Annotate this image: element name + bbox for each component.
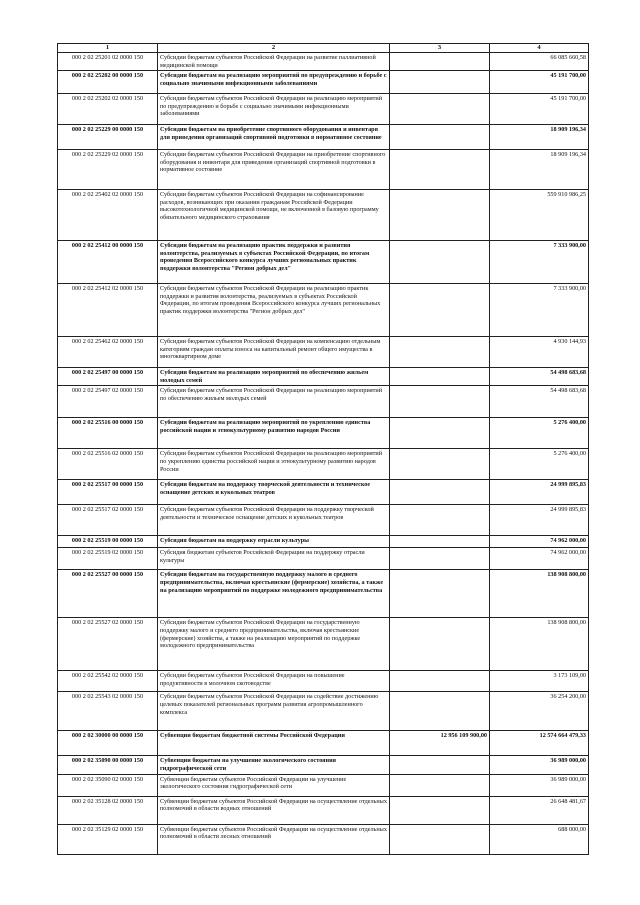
- scan-artifact: [180, 878, 480, 886]
- row-col3: [390, 692, 490, 731]
- row-name: Субсидии бюджетам субъектов Российской Федерации на поддержку творческой деятельности и техническое оснащение детских и кукольных театров: [158, 505, 390, 536]
- table-row: [58, 774, 589, 796]
- row-col4: 5 276 400,00: [490, 449, 589, 480]
- row-name: Субсидии бюджетам субъектов Российской Федерации на реализацию практик поддержки и развития волонтерства, реализуемых в субъектах Российской Федерации, по итогам проведения Всероссийского конкурса лучших региональных практик поддержки волонтерства "Регион добрых дел": [158, 284, 390, 337]
- row-col4: 45 191 700,00: [490, 71, 589, 94]
- row-col4: 36 989 000,00: [490, 774, 589, 796]
- table-row: [58, 692, 589, 731]
- row-name: Субсидия бюджетам на поддержку отрасли культуры: [158, 536, 390, 548]
- row-col3: [390, 480, 490, 505]
- table-row: [58, 386, 589, 418]
- row-col3: [390, 284, 490, 337]
- row-code: 000 2 02 25516 02 0000 150: [58, 449, 158, 480]
- table-row: [58, 480, 589, 505]
- row-col3: [390, 368, 490, 386]
- row-col4: 54 498 683,68: [490, 386, 589, 418]
- row-name: Субсидии бюджетам субъектов Российской Федерации на содействие достижению целевых показателей региональных программ развития агропромышленного комплекса: [158, 692, 390, 731]
- header-col-4: 4: [490, 44, 589, 53]
- row-name: Субвенции бюджетам субъектов Российской Федерации на осуществление отдельных полномочий в области лесных отношений: [158, 824, 390, 854]
- row-code: 000 2 02 35128 02 0000 150: [58, 796, 158, 824]
- row-code: 000 2 02 25202 00 0000 150: [58, 71, 158, 94]
- table-row: [58, 449, 589, 480]
- table-row: [58, 796, 589, 824]
- row-code: 000 2 02 35090 02 0000 150: [58, 774, 158, 796]
- row-col4: 138 908 800,00: [490, 618, 589, 671]
- row-code: 000 2 02 30000 00 0000 150: [58, 731, 158, 756]
- row-name: Субвенции бюджетам бюджетной системы Российской Федерации: [158, 731, 390, 756]
- row-col4: 24 999 895,83: [490, 480, 589, 505]
- row-col4: 45 191 700,00: [490, 94, 589, 125]
- row-col4: 3 173 109,00: [490, 671, 589, 692]
- table-row: [58, 337, 589, 368]
- row-code: 000 2 02 25517 00 0000 150: [58, 480, 158, 505]
- row-col3: [390, 386, 490, 418]
- row-code: 000 2 02 25229 02 0000 150: [58, 150, 158, 190]
- row-code: 000 2 02 25517 02 0000 150: [58, 505, 158, 536]
- table-row: [58, 368, 589, 386]
- row-code: 000 2 02 25497 00 0000 150: [58, 368, 158, 386]
- row-col4: 12 574 664 479,33: [490, 731, 589, 756]
- row-code: 000 2 02 25542 02 0000 150: [58, 671, 158, 692]
- row-col3: [390, 190, 490, 241]
- row-name: Субсидии бюджетам субъектов Российской Федерации на приобретение спортивного оборудования и инвентаря для приведения организаций спортивной подготовки в нормативное состояние: [158, 150, 390, 190]
- row-name: Субсидии бюджетам субъектов Российской Федерации на развитие паллиативной медицинской помощи: [158, 53, 390, 71]
- row-name: Субсидии бюджетам субъектов Российской Федерации на компенсацию отдельным категориям граждан оплаты взноса на капитальный ремонт общего имущества в многоквартирном доме: [158, 337, 390, 368]
- row-code: 000 2 02 25516 00 0000 150: [58, 418, 158, 449]
- row-col3: [390, 505, 490, 536]
- row-col3: [390, 71, 490, 94]
- row-col4: 26 648 481,67: [490, 796, 589, 824]
- table-row: [58, 418, 589, 449]
- table-row: [58, 618, 589, 671]
- row-name: Субсидии бюджетам субъектов Российской Федерации на повышение продуктивности в молочном скотоводстве: [158, 671, 390, 692]
- table-row: [58, 241, 589, 284]
- row-name: Субвенции бюджетам субъектов Российской Федерации на улучшение экологического состояния гидрографической сети: [158, 774, 390, 796]
- row-col4: 66 085 660,58: [490, 53, 589, 71]
- row-col3: [390, 125, 490, 150]
- table-row: [58, 284, 589, 337]
- row-col3: [390, 824, 490, 854]
- row-name: Субсидия бюджетам субъектов Российской Федерации на поддержку отрасли культуры: [158, 548, 390, 570]
- row-code: 000 2 02 25202 02 0000 150: [58, 94, 158, 125]
- row-name: Субсидии бюджетам на реализацию практик поддержки и развития волонтерства, реализуемых в субъектах Российской Федерации, по итогам проведения Всероссийского конкурса лучших региональных практик поддержки волонтерства "Регион добрых дел": [158, 241, 390, 284]
- row-col3: 12 956 109 900,00: [390, 731, 490, 756]
- row-code: 000 2 02 25497 02 0000 150: [58, 386, 158, 418]
- row-col4: 18 909 196,34: [490, 125, 589, 150]
- table-row: [58, 505, 589, 536]
- row-col4: 559 910 986,25: [490, 190, 589, 241]
- header-col-1: 1: [58, 44, 158, 53]
- row-name: Субсидии бюджетам на приобретение спортивного оборудования и инвентаря для приведения организаций спортивной подготовки в нормативное состояние: [158, 125, 390, 150]
- row-col3: [390, 796, 490, 824]
- row-name: Субсидии бюджетам на реализацию мероприятий по укреплению единства российской нации и этнокультурному развитию народов России: [158, 418, 390, 449]
- row-col3: [390, 756, 490, 774]
- row-col3: [390, 418, 490, 449]
- row-col4: 36 254 200,00: [490, 692, 589, 731]
- row-col3: [390, 774, 490, 796]
- row-col4: 138 908 800,00: [490, 570, 589, 618]
- row-col3: [390, 618, 490, 671]
- row-name: Субсидии бюджетам на государственную поддержку малого и среднего предпринимательства, включая крестьянские (фермерские) хозяйства, а также на реализацию мероприятий по поддержке молодежного предпринимательства: [158, 570, 390, 618]
- row-code: 000 2 02 25412 00 0000 150: [58, 241, 158, 284]
- row-name: Субсидии бюджетам субъектов Российской Федерации на реализацию мероприятий по предупреждению и борьбе с социально значимыми инфекционными заболеваниями: [158, 94, 390, 125]
- row-name: Субсидии бюджетам субъектов Российской Федерации на реализацию мероприятий по укреплению единства российской нации и этнокультурному развитию народов России: [158, 449, 390, 480]
- row-col3: [390, 337, 490, 368]
- row-code: 000 2 02 25543 02 0000 150: [58, 692, 158, 731]
- row-code: 000 2 02 25527 00 0000 150: [58, 570, 158, 618]
- table-row: [58, 536, 589, 548]
- row-col4: 688 000,00: [490, 824, 589, 854]
- row-name: Субсидии бюджетам субъектов Российской Федерации на софинансирование расходов, возникающих при оказании гражданам Российской Федерации высокотехнологичной медицинской помощи, не включенной в базовую программу обязательного медицинского страхования: [158, 190, 390, 241]
- row-name: Субсидии бюджетам субъектов Российской Федерации на государственную поддержку малого и среднего предпринимательства, включая крестьянские (фермерские) хозяйства, а также на реализацию мероприятий по поддержке молодежного предпринимательства: [158, 618, 390, 671]
- row-col4: 54 498 683,68: [490, 368, 589, 386]
- row-name: Субвенции бюджетам на улучшение экологического состояния гидрографической сети: [158, 756, 390, 774]
- row-col3: [390, 548, 490, 570]
- row-col4: 7 333 900,00: [490, 241, 589, 284]
- row-col3: [390, 536, 490, 548]
- table-row: [58, 731, 589, 756]
- row-col4: 36 989 000,00: [490, 756, 589, 774]
- row-col4: 18 909 196,34: [490, 150, 589, 190]
- row-name: Субсидии бюджетам субъектов Российской Федерации на реализацию мероприятий по обеспечению жильем молодых семей: [158, 386, 390, 418]
- header-col-3: 3: [390, 44, 490, 53]
- row-col4: 4 930 144,93: [490, 337, 589, 368]
- header-col-2: 2: [158, 44, 390, 53]
- table-row: [58, 756, 589, 774]
- table-row: [58, 548, 589, 570]
- row-code: 000 2 02 25519 00 0000 150: [58, 536, 158, 548]
- row-code: 000 2 02 25462 02 0000 150: [58, 337, 158, 368]
- row-code: 000 2 02 25519 02 0000 150: [58, 548, 158, 570]
- row-col4: 7 333 900,00: [490, 284, 589, 337]
- row-col3: [390, 53, 490, 71]
- table-row: [58, 150, 589, 190]
- table-row: [58, 671, 589, 692]
- row-col4: 24 999 895,83: [490, 505, 589, 536]
- row-name: Субвенции бюджетам субъектов Российской Федерации на осуществление отдельных полномочий в области водных отношений: [158, 796, 390, 824]
- row-code: 000 2 02 25412 02 0000 150: [58, 284, 158, 337]
- row-name: Субсидии бюджетам на реализацию мероприятий по обеспечению жильем молодых семей: [158, 368, 390, 386]
- row-code: 000 2 02 25402 02 0000 150: [58, 190, 158, 241]
- row-name: Субсидии бюджетам на поддержку творческой деятельности и техническое оснащение детских и кукольных театров: [158, 480, 390, 505]
- table-row: [58, 824, 589, 854]
- row-code: 000 2 02 25201 02 0000 150: [58, 53, 158, 71]
- table-row: [58, 190, 589, 241]
- row-col3: [390, 449, 490, 480]
- row-col3: [390, 671, 490, 692]
- row-code: 000 2 02 25229 00 0000 150: [58, 125, 158, 150]
- row-code: 000 2 02 35129 02 0000 150: [58, 824, 158, 854]
- row-code: 000 2 02 25527 02 0000 150: [58, 618, 158, 671]
- row-col3: [390, 241, 490, 284]
- header-row: [58, 44, 589, 53]
- table-row: [58, 53, 589, 71]
- table-row: [58, 125, 589, 150]
- row-col3: [390, 94, 490, 125]
- row-col3: [390, 570, 490, 618]
- row-col3: [390, 150, 490, 190]
- row-col4: 74 962 000,00: [490, 536, 589, 548]
- row-name: Субсидии бюджетам на реализацию мероприятий по предупреждению и борьбе с социально значимыми инфекционными заболеваниями: [158, 71, 390, 94]
- row-col4: 74 962 000,00: [490, 548, 589, 570]
- table-row: [58, 71, 589, 94]
- table-row: [58, 94, 589, 125]
- row-code: 000 2 02 35090 00 0000 150: [58, 756, 158, 774]
- table-row: [58, 570, 589, 618]
- row-col4: 5 276 400,00: [490, 418, 589, 449]
- budget-table: [57, 43, 589, 855]
